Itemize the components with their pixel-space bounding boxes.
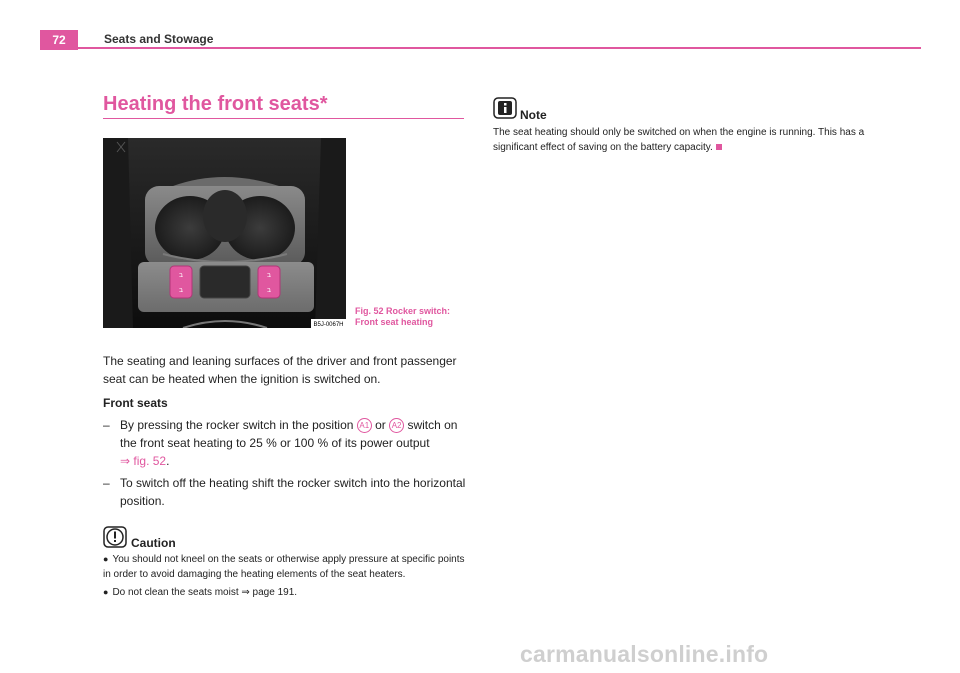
step-dash: – [103,418,110,432]
bullet-dot: ● [103,587,109,597]
figure-rocker-switch [103,138,346,328]
section-title: Heating the front seats* [103,93,328,115]
end-marker [716,144,722,150]
watermark: carmanualsonline.info [520,641,769,667]
svg-text:ב: ב [178,271,184,279]
console-illustration [103,138,346,328]
figure-caption-line2: Front seat heating [355,317,434,327]
running-header: Seats and Stowage [104,32,214,46]
intro-paragraph: The seating and leaning surfaces of the driver and front passenger seat can be heated when the ignition is switched on. [103,354,457,386]
page-number: 72 [40,30,78,50]
position-marker-2: A2 [389,418,404,433]
note-title: Note [520,108,547,122]
figure-link[interactable]: ⇒ fig. 52 [120,454,167,468]
note-text: The seat heating should only be switched on when the engine is running. This has a significant effect of saving on the battery capacity. [493,127,865,153]
figure-caption [355,306,450,328]
step-2: – To switch off the heating shift the rocker switch into the horizontal position. [103,476,466,508]
position-marker-1: A1 [357,418,372,433]
caution-item-2: ● Do not clean the seats moist ⇒ page 191. [103,587,298,598]
caution-icon [103,526,127,553]
figure-code: B5J-0067H [313,322,344,328]
step-1: – By pressing the rocker switch in the position A1 or A2 switch on the front seat heating to 25 % or 100 % of its power output ⇒ fig. 52. [103,418,458,468]
svg-text:ב: ב [266,286,272,294]
header-divider [40,47,921,49]
step-dash: – [103,476,110,490]
note-icon [493,97,517,124]
subheading-front-seats: Front seats [103,396,168,410]
caution-item-1: ● You should not kneel on the seats or otherwise apply pressure at specific points in order to avoid damaging the heating elements of the seat heaters. [103,554,465,580]
caution-title: Caution [131,536,176,550]
section-divider [103,118,464,119]
bullet-dot: ● [103,554,109,564]
svg-text:ב: ב [266,271,272,279]
figure-caption-line1: Fig. 52 Rocker switch: [355,306,451,316]
svg-text:ב: ב [178,286,184,294]
